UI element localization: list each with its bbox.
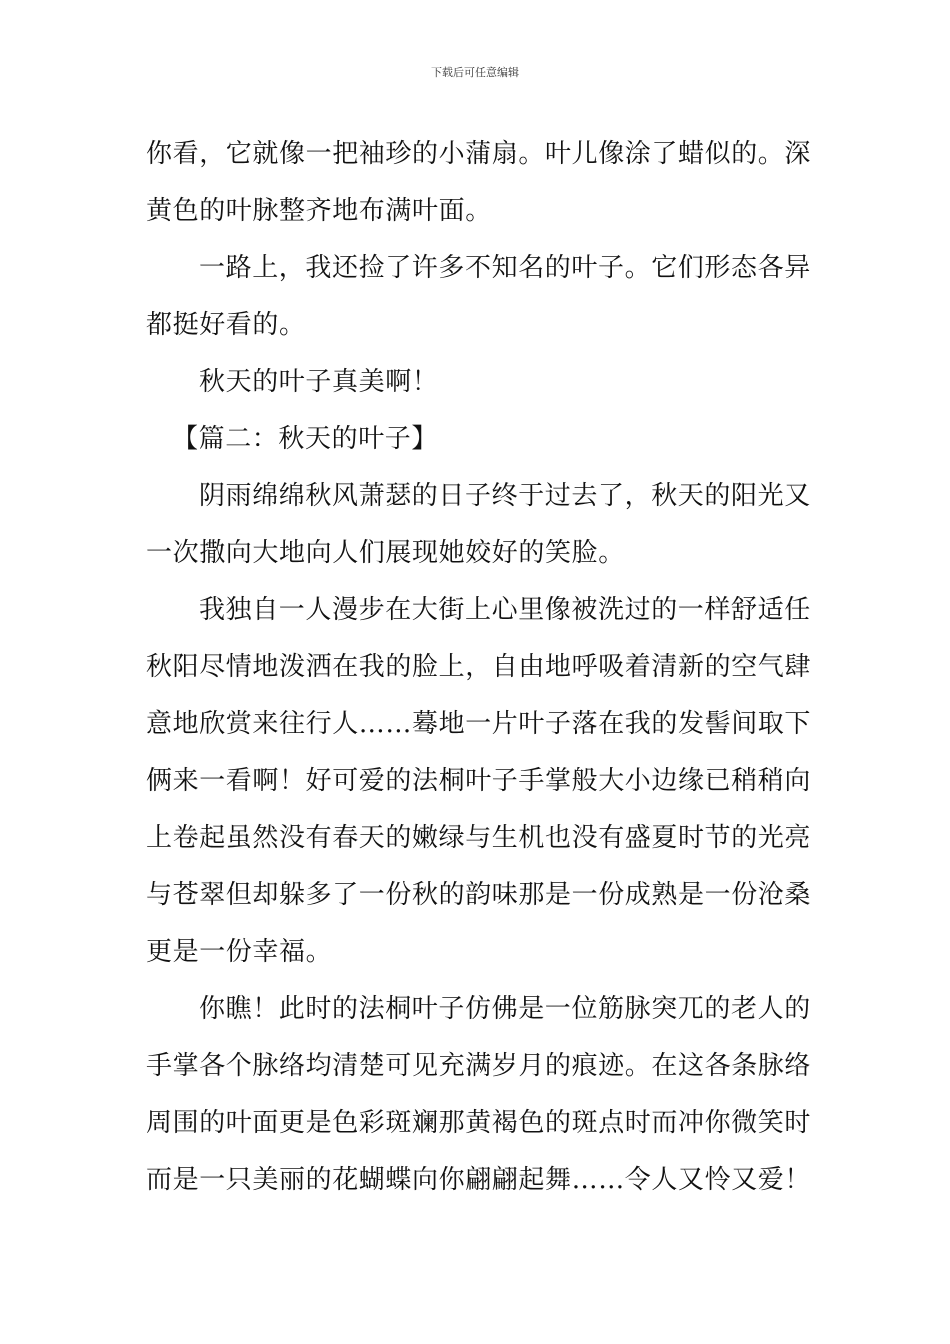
- text-line: 更是一份幸福。: [146, 937, 333, 967]
- text-line: 周围的叶面更是色彩斑斓那黄褐色的斑点时而冲你微笑时: [146, 1108, 812, 1138]
- text-line: 我独自一人漫步在大街上心里像被洗过的一样舒适任: [199, 595, 811, 625]
- text-line: 俩来一看啊！好可爱的法桐叶子手掌般大小边缘已稍稍向: [146, 766, 812, 796]
- text-line: 与苍翠但却躲多了一份秋的韵味那是一份成熟是一份沧桑: [146, 880, 812, 910]
- text-line: 意地欣赏来往行人……蓦地一片叶子落在我的发髻间取下: [146, 709, 812, 739]
- text-line: 黄色的叶脉整齐地布满叶面。: [146, 196, 492, 226]
- text-line: 秋阳尽情地泼洒在我的脸上，自由地呼吸着清新的空气肆: [146, 652, 812, 682]
- text-line: 手掌各个脉络均清楚可见充满岁月的痕迹。在这各条脉络: [146, 1051, 812, 1081]
- text-line: 你看，它就像一把袖珍的小蒲扇。叶儿像涂了蜡似的。深: [146, 139, 812, 169]
- text-line: 都挺好看的。: [146, 310, 306, 340]
- section-heading: 【篇二：秋天的叶子】: [172, 424, 439, 454]
- text-line: 上卷起虽然没有春天的嫩绿与生机也没有盛夏时节的光亮: [146, 823, 812, 853]
- text-line: 一次撒向大地向人们展现她姣好的笑脸。: [146, 538, 625, 568]
- text-line: 你瞧！此时的法桐叶子仿佛是一位筋脉突兀的老人的: [199, 994, 811, 1024]
- text-line: 阴雨绵绵秋风萧瑟的日子终于过去了，秋天的阳光又: [199, 481, 811, 511]
- text-line: 而是一只美丽的花蝴蝶向你翩翩起舞……令人又怜又爱！: [146, 1165, 812, 1195]
- text-line: 秋天的叶子真美啊！: [199, 367, 439, 397]
- page-header: 下载后可任意编辑: [431, 66, 519, 79]
- text-line: 一路上，我还捡了许多不知名的叶子。它们形态各异: [199, 253, 811, 283]
